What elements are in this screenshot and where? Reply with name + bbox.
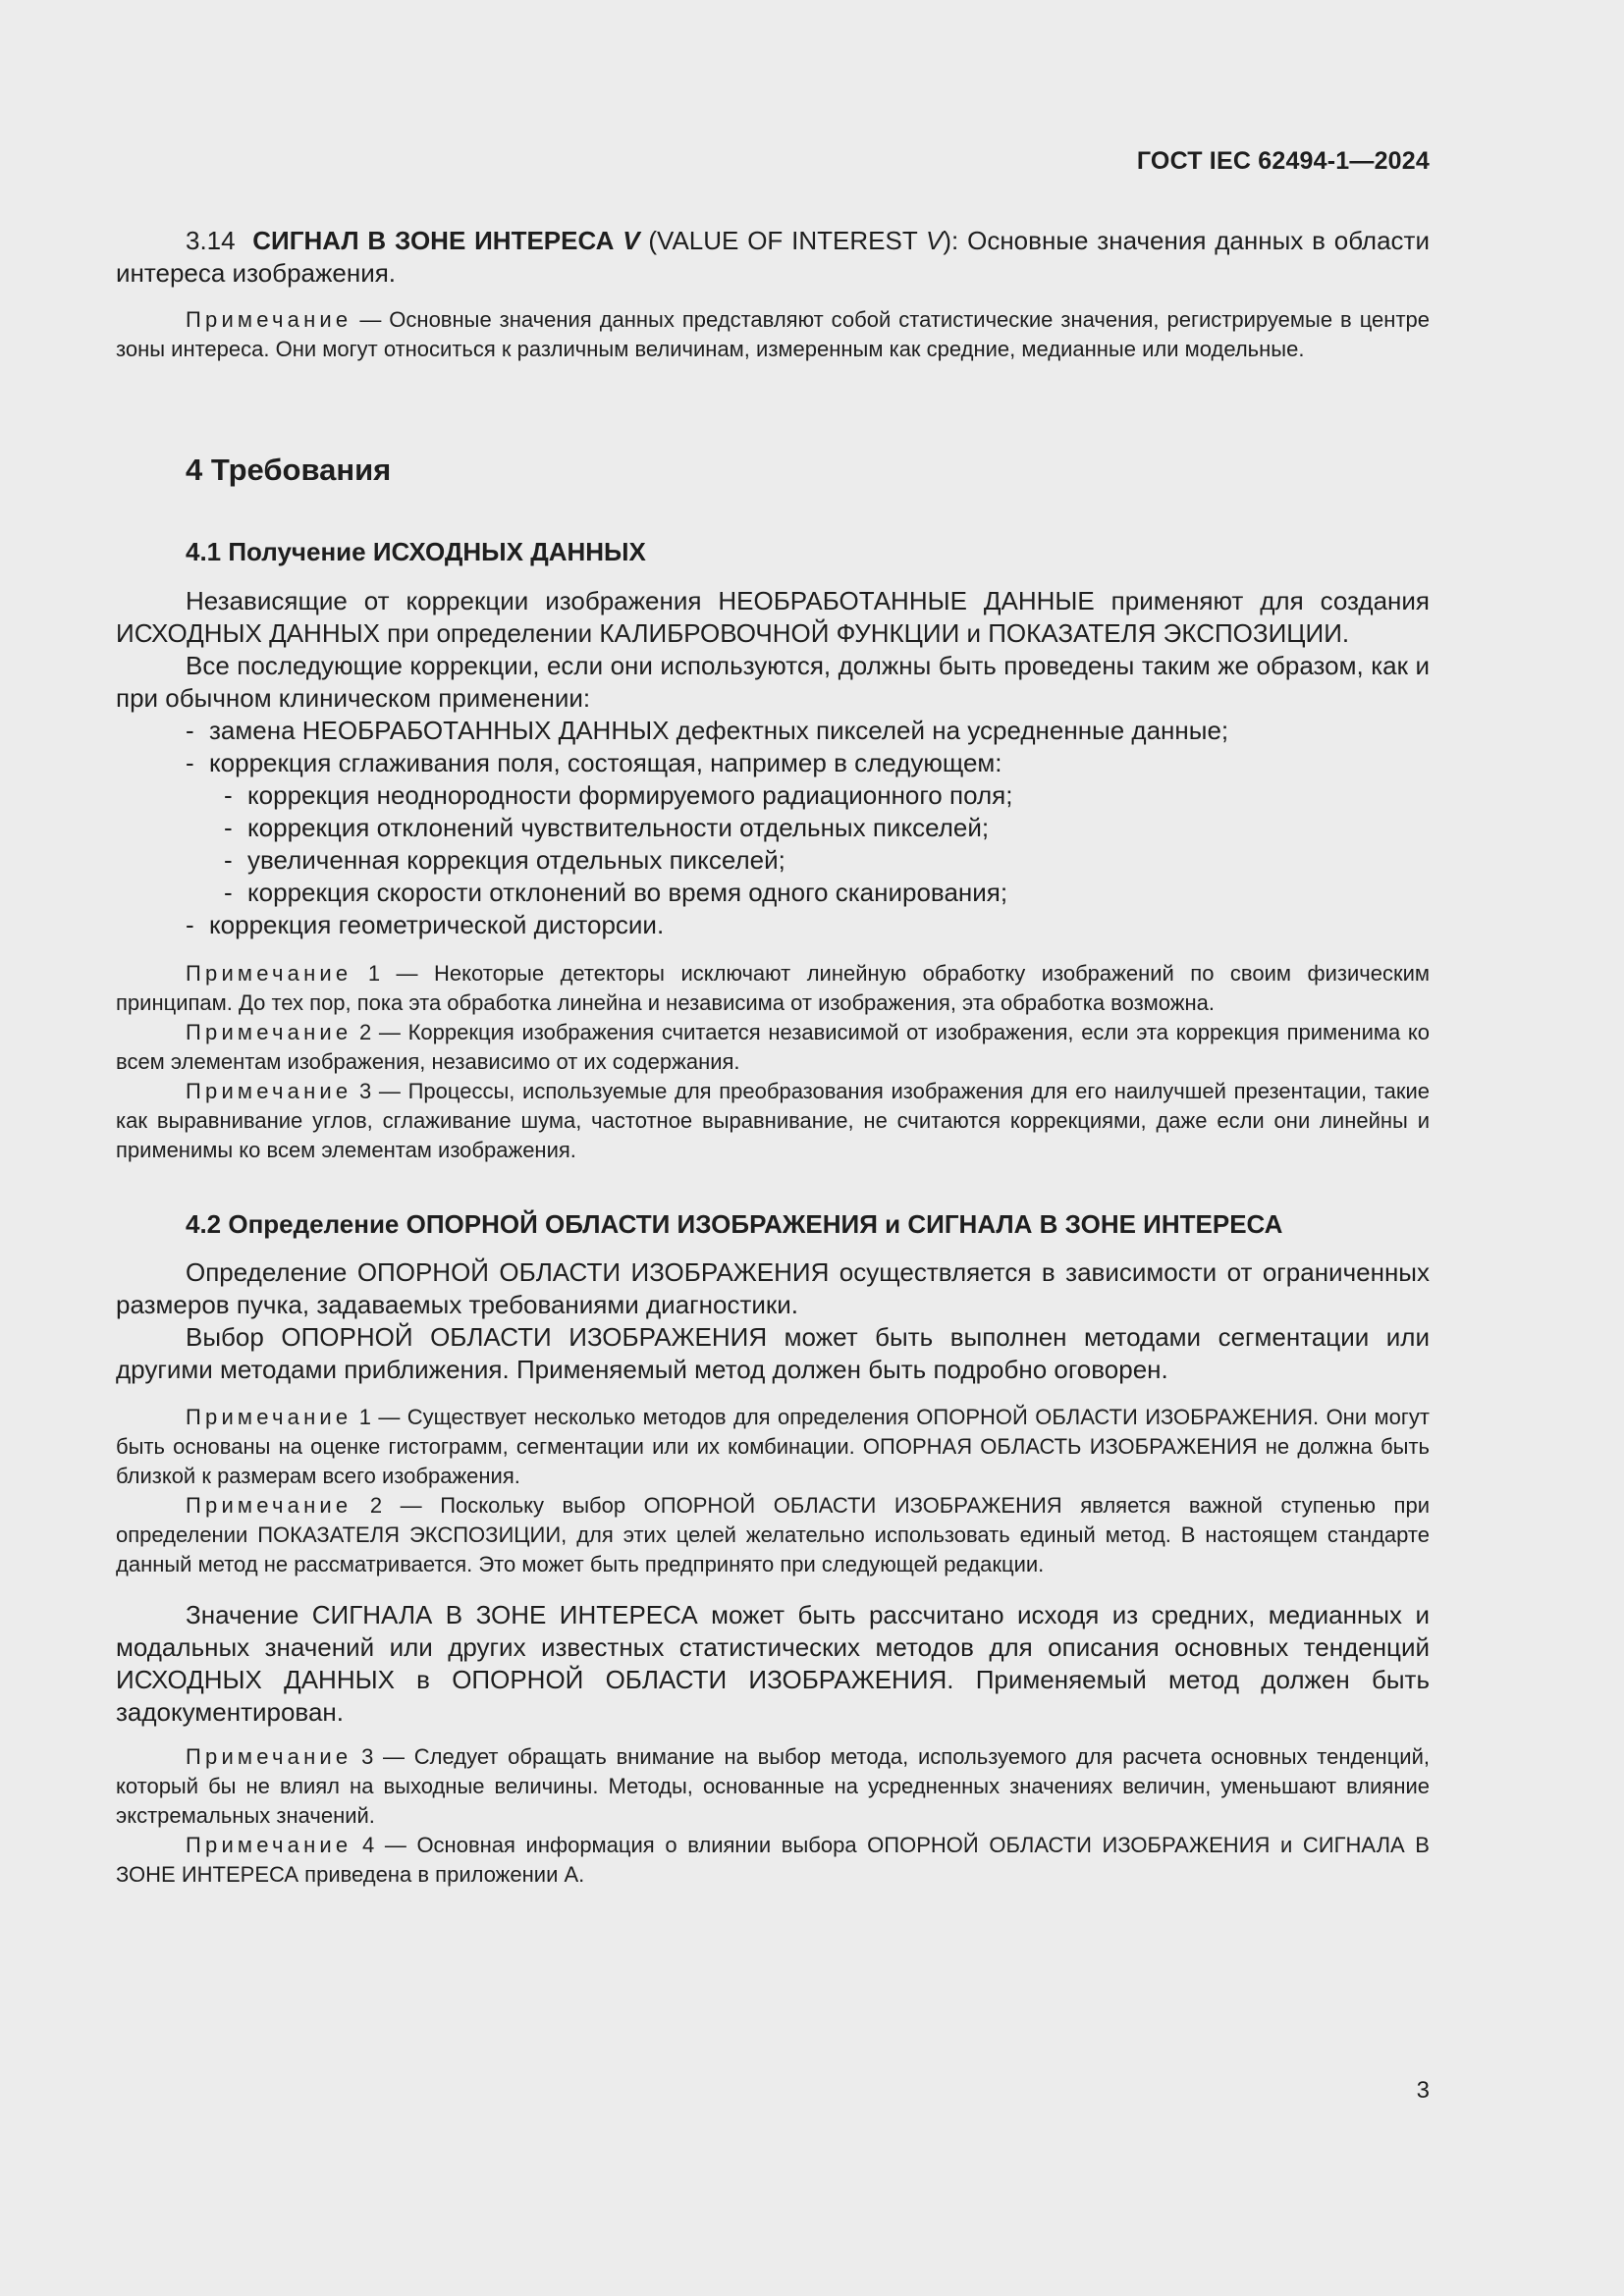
list-item <box>116 779 1430 812</box>
note <box>116 1831 1430 1890</box>
list-item-text: увеличенная коррекция отдельных пикселей; <box>247 845 785 875</box>
note <box>116 1077 1430 1165</box>
definition-term: СИГНАЛ В ЗОНЕ ИНТЕРЕСА V <box>252 226 640 255</box>
note-label: Примечание <box>186 1405 352 1429</box>
definition-paragraph <box>116 225 1430 290</box>
definition-number: 3.14 <box>186 226 236 255</box>
list-item-text: замена НЕОБРАБОТАННЫХ ДАННЫХ дефектных пикселей на усредненные данные; <box>209 716 1229 745</box>
notes-4-1 <box>116 959 1430 1165</box>
note-text: — Основная информация о влиянии выбора ОПОРНОЙ ОБЛАСТИ ИЗОБРАЖЕНИЯ и СИГНАЛА В ЗОНЕ ИНТЕРЕСА приведена в приложении А. <box>116 1833 1430 1887</box>
corrections-list <box>116 715 1430 941</box>
list-item-text: коррекция геометрической дисторсии. <box>209 910 665 939</box>
note-text: — Поскольку выбор ОПОРНОЙ ОБЛАСТИ ИЗОБРАЖЕНИЯ является важной ступенью при определении ПОКАЗАТЕЛЯ ЭКСПОЗИЦИИ, для этих целей желательно использовать единый метод. В настоящем стандарте данный метод не рассматривается. Это может быть предпринято при следующей редакции. <box>116 1493 1430 1576</box>
note-label: Примечание <box>186 1744 352 1769</box>
note <box>116 1018 1430 1077</box>
note <box>116 1742 1430 1831</box>
list-item-text: коррекция сглаживания поля, состоящая, например в следующем: <box>209 748 1002 777</box>
note-number: 1 <box>352 1405 371 1429</box>
paragraph-4-2-2: Выбор ОПОРНОЙ ОБЛАСТИ ИЗОБРАЖЕНИЯ может быть выполнен методами сегментации или другими методами приближения. Применяемый метод должен быть подробно оговорен. <box>116 1322 1430 1384</box>
list-dash: - <box>224 813 233 842</box>
list-dash: - <box>186 910 194 939</box>
list-item-text: коррекция скорости отклонений во время одного сканирования; <box>247 878 1008 907</box>
section-4-2-body-a <box>116 1256 1430 1386</box>
paragraph-4-2-1: Определение ОПОРНОЙ ОБЛАСТИ ИЗОБРАЖЕНИЯ осуществляется в зависимости от ограниченных размеров пучка, задаваемых требованиями диагностики. <box>116 1257 1430 1319</box>
paragraph-4-1-2: Все последующие коррекции, если они используются, должны быть проведены таким же образом, как и при обычном клиническом применении: <box>116 651 1430 713</box>
list-dash: - <box>186 748 194 777</box>
document-header: ГОСТ IEC 62494-1—2024 <box>1136 147 1430 175</box>
note-3-14 <box>116 305 1430 364</box>
note <box>116 959 1430 1018</box>
section-title-4: 4 Требования <box>186 453 392 487</box>
note-label: Примечание <box>186 1079 352 1103</box>
paragraph-4-2-3: Значение СИГНАЛА В ЗОНЕ ИНТЕРЕСА может быть рассчитано исходя из средних, медианных и модальных значений или других известных статистических методов для описания основных тенденций ИСХОДНЫХ ДАННЫХ в ОПОРНОЙ ОБЛАСТИ ИЗОБРАЖЕНИЯ. Применяемый метод должен быть задокументирован. <box>116 1600 1430 1727</box>
definition-3-14 <box>116 225 1430 290</box>
notes-4-2-a <box>116 1403 1430 1579</box>
note <box>116 1491 1430 1579</box>
section-4-2-body-b <box>116 1599 1430 1729</box>
note-label: Примечание <box>186 961 352 986</box>
note-label: Примечание <box>186 1833 352 1857</box>
list-item <box>116 747 1430 779</box>
note-label: Примечание <box>186 307 352 332</box>
definition-english: (VALUE OF INTEREST V): <box>648 226 959 255</box>
note-number: 1 <box>352 961 381 986</box>
paragraph-4-1-1: Независящие от коррекции изображения НЕОБРАБОТАННЫЕ ДАННЫЕ применяют для создания ИСХОДНЫХ ДАННЫХ при определении КАЛИБРОВОЧНОЙ ФУНКЦИИ и ПОКАЗАТЕЛЯ ЭКСПОЗИЦИИ. <box>116 586 1430 648</box>
note-number: 2 <box>352 1020 372 1044</box>
list-item-text: коррекция отклонений чувствительности отдельных пикселей; <box>247 813 990 842</box>
list-dash: - <box>224 878 233 907</box>
note-text: — Некоторые детекторы исключают линейную обработку изображений по своим физическим принципам. До тех пор, пока эта обработка линейна и независима от изображения, эта обработка возможна. <box>116 961 1430 1015</box>
note-number: 3 <box>352 1744 374 1769</box>
note-text: — Следует обращать внимание на выбор метода, используемого для расчета основных тенденций, который бы не влиял на выходные величины. Методы, основанные на усредненных значениях величин, уменьшают влияние экстремальных значений. <box>116 1744 1430 1828</box>
note-text: — Коррекция изображения считается независимой от изображения, если эта коррекция применима ко всем элементам изображения, независимо от их содержания. <box>116 1020 1430 1074</box>
list-item <box>116 812 1430 844</box>
list-dash: - <box>224 845 233 875</box>
list-item <box>116 909 1430 941</box>
list-item <box>116 877 1430 909</box>
note-number: 3 <box>352 1079 372 1103</box>
note-label: Примечание <box>186 1020 352 1044</box>
subsection-title-4-1: 4.1 Получение ИСХОДНЫХ ДАННЫХ <box>186 537 646 566</box>
list-item <box>116 715 1430 747</box>
list-dash: - <box>224 780 233 810</box>
list-item-text: коррекция неоднородности формируемого радиационного поля; <box>247 780 1013 810</box>
note-number: 4 <box>352 1833 375 1857</box>
notes-4-2-b <box>116 1742 1430 1890</box>
note-text: — Процессы, используемые для преобразования изображения для его наилучшей презентации, такие как выравнивание углов, сглаживание шума, частотное выравнивание, не считаются коррекциями, даже если они линейны и применимы ко всем элементам изображения. <box>116 1079 1430 1162</box>
definition-text: Основные значения данных в области интереса изображения. <box>116 226 1430 288</box>
note-label: Примечание <box>186 1493 352 1518</box>
section-4-1-body <box>116 585 1430 715</box>
page-number: 3 <box>1416 2077 1430 2104</box>
note <box>116 1403 1430 1491</box>
subsection-title-4-2: 4.2 Определение ОПОРНОЙ ОБЛАСТИ ИЗОБРАЖЕНИЯ и СИГНАЛА В ЗОНЕ ИНТЕРЕСА <box>186 1209 1283 1239</box>
list-dash: - <box>186 716 194 745</box>
list-item <box>116 844 1430 877</box>
note-text: — Существует несколько методов для определения ОПОРНОЙ ОБЛАСТИ ИЗОБРАЖЕНИЯ. Они могут быть основаны на оценке гистограмм, сегментации или их комбинации. ОПОРНАЯ ОБЛАСТЬ ИЗОБРАЖЕНИЯ не должна быть близкой к размерам всего изображения. <box>116 1405 1430 1488</box>
note-text: — Основные значения данных представляют собой статистические значения, регистрируемые в центре зоны интереса. Они могут относиться к различным величинам, измеренным как средние, медианные или модельные. <box>116 307 1430 361</box>
note-number: 2 <box>352 1493 383 1518</box>
